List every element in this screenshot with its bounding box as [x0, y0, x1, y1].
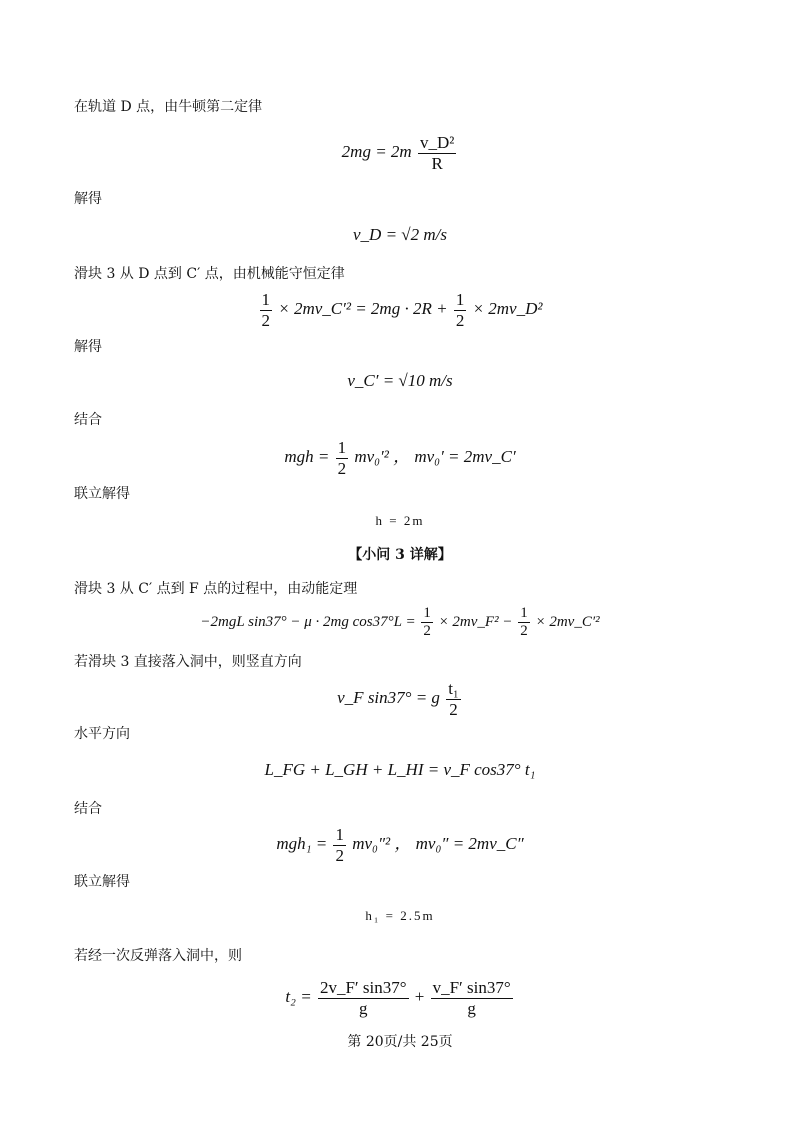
- text-line: 联立解得: [74, 486, 130, 502]
- equation-middle: × 2mv_C′² = 2mg · 2R +: [278, 298, 448, 318]
- text-line: 在轨道 D 点，由牛顿第二定律: [74, 99, 263, 115]
- fraction-denominator: g: [467, 998, 476, 1018]
- equation-lhs: −2mgL sin37° − μ · 2mg cos37°L =: [200, 614, 416, 631]
- fraction-numerator: t₁: [448, 679, 459, 698]
- fraction-numerator: v_D²: [419, 133, 455, 152]
- equation-energy-conservation: [0, 290, 800, 330]
- fraction-numerator: 1: [518, 605, 530, 623]
- text-line: 结合: [74, 801, 102, 817]
- fraction: [318, 978, 409, 1018]
- equation-lhs: mgh₁ =: [276, 833, 328, 853]
- equation-text: v_D = √2 m/s: [353, 225, 447, 244]
- equation-text: L_FG + L_GH + L_HI = v_F cos37° t₁: [264, 760, 536, 779]
- equation-text: v_C′ = √10 m/s: [347, 371, 453, 390]
- text-line: 若滑块 3 直接落入洞中，则竖直方向: [74, 654, 302, 670]
- fraction-denominator: 2: [337, 458, 347, 478]
- text-line: 滑块 3 从 C′ 点到 F 点的过程中，由动能定理: [74, 581, 358, 597]
- text-line: 滑块 3 从 D 点到 C′ 点，由机械能守恒定律: [74, 266, 345, 282]
- text-line: 联立解得: [74, 874, 130, 890]
- page-footer: 第 20页/共 25页: [347, 1034, 453, 1050]
- fraction-denominator: 2: [335, 845, 344, 865]
- text-line: 解得: [74, 339, 102, 355]
- equation-end: × 2mv_C′²: [535, 614, 600, 631]
- fraction-denominator: 2: [423, 623, 431, 640]
- equation-result-vd: [0, 225, 800, 245]
- text-line: 解得: [74, 191, 102, 207]
- fraction-numerator: 2v_F′ sin37°: [319, 978, 407, 997]
- fraction-numerator: 1: [337, 438, 347, 457]
- fraction-denominator: 2: [455, 310, 465, 330]
- fraction-denominator: R: [431, 153, 443, 173]
- fraction: [446, 679, 461, 719]
- fraction-denominator: 2: [449, 699, 458, 719]
- fraction-numerator: 1: [335, 825, 344, 844]
- equation-end: × 2mv_D²: [472, 298, 543, 318]
- fraction: [260, 290, 273, 330]
- result-h1: h₁ = 2.5m: [365, 908, 435, 923]
- plus-sign: +: [414, 986, 425, 1006]
- fraction-numerator: 1: [455, 290, 465, 309]
- fraction: [454, 290, 467, 330]
- equation-newton-second-law: [0, 133, 800, 173]
- fraction: [518, 605, 530, 641]
- fraction: [418, 133, 456, 173]
- equation-horizontal: [0, 760, 800, 780]
- equation-momentum-energy-2: [0, 825, 800, 865]
- fraction-denominator: g: [358, 998, 368, 1018]
- fraction-numerator: v_F′ sin37°: [432, 978, 511, 997]
- equation-rest: mv₀′² ， mv₀′ = 2mv_C′: [354, 446, 516, 466]
- fraction: [333, 825, 346, 865]
- text-line: 若经一次反弹落入洞中，则: [74, 948, 242, 964]
- text-line: 结合: [74, 412, 102, 428]
- fraction: [421, 605, 433, 641]
- equation-work-energy: [0, 605, 800, 641]
- section-heading: 【小问 3 详解】: [348, 547, 452, 563]
- fraction-numerator: 1: [421, 605, 433, 623]
- equation-rest: mv₀″² ， mv₀″ = 2mv_C″: [352, 833, 524, 853]
- result-h: h = 2m: [375, 513, 425, 528]
- fraction: [336, 438, 349, 478]
- equation-lhs: v_F sin37° = g: [337, 687, 440, 707]
- equation-lhs: mgh =: [284, 446, 330, 466]
- equation-result-vc: [0, 371, 800, 391]
- fraction: [431, 978, 513, 1018]
- fraction-numerator: 1: [261, 290, 270, 309]
- equation-middle: × 2mv_F² −: [438, 614, 513, 631]
- fraction-denominator: 2: [261, 310, 270, 330]
- equation-lhs: 2mg = 2m: [341, 141, 412, 161]
- fraction-denominator: 2: [520, 623, 528, 640]
- equation-t2: [0, 978, 800, 1018]
- equation-momentum-energy: [0, 438, 800, 478]
- equation-lhs: t₂ =: [285, 986, 312, 1006]
- text-line: 水平方向: [74, 726, 130, 742]
- equation-vertical: [0, 679, 800, 719]
